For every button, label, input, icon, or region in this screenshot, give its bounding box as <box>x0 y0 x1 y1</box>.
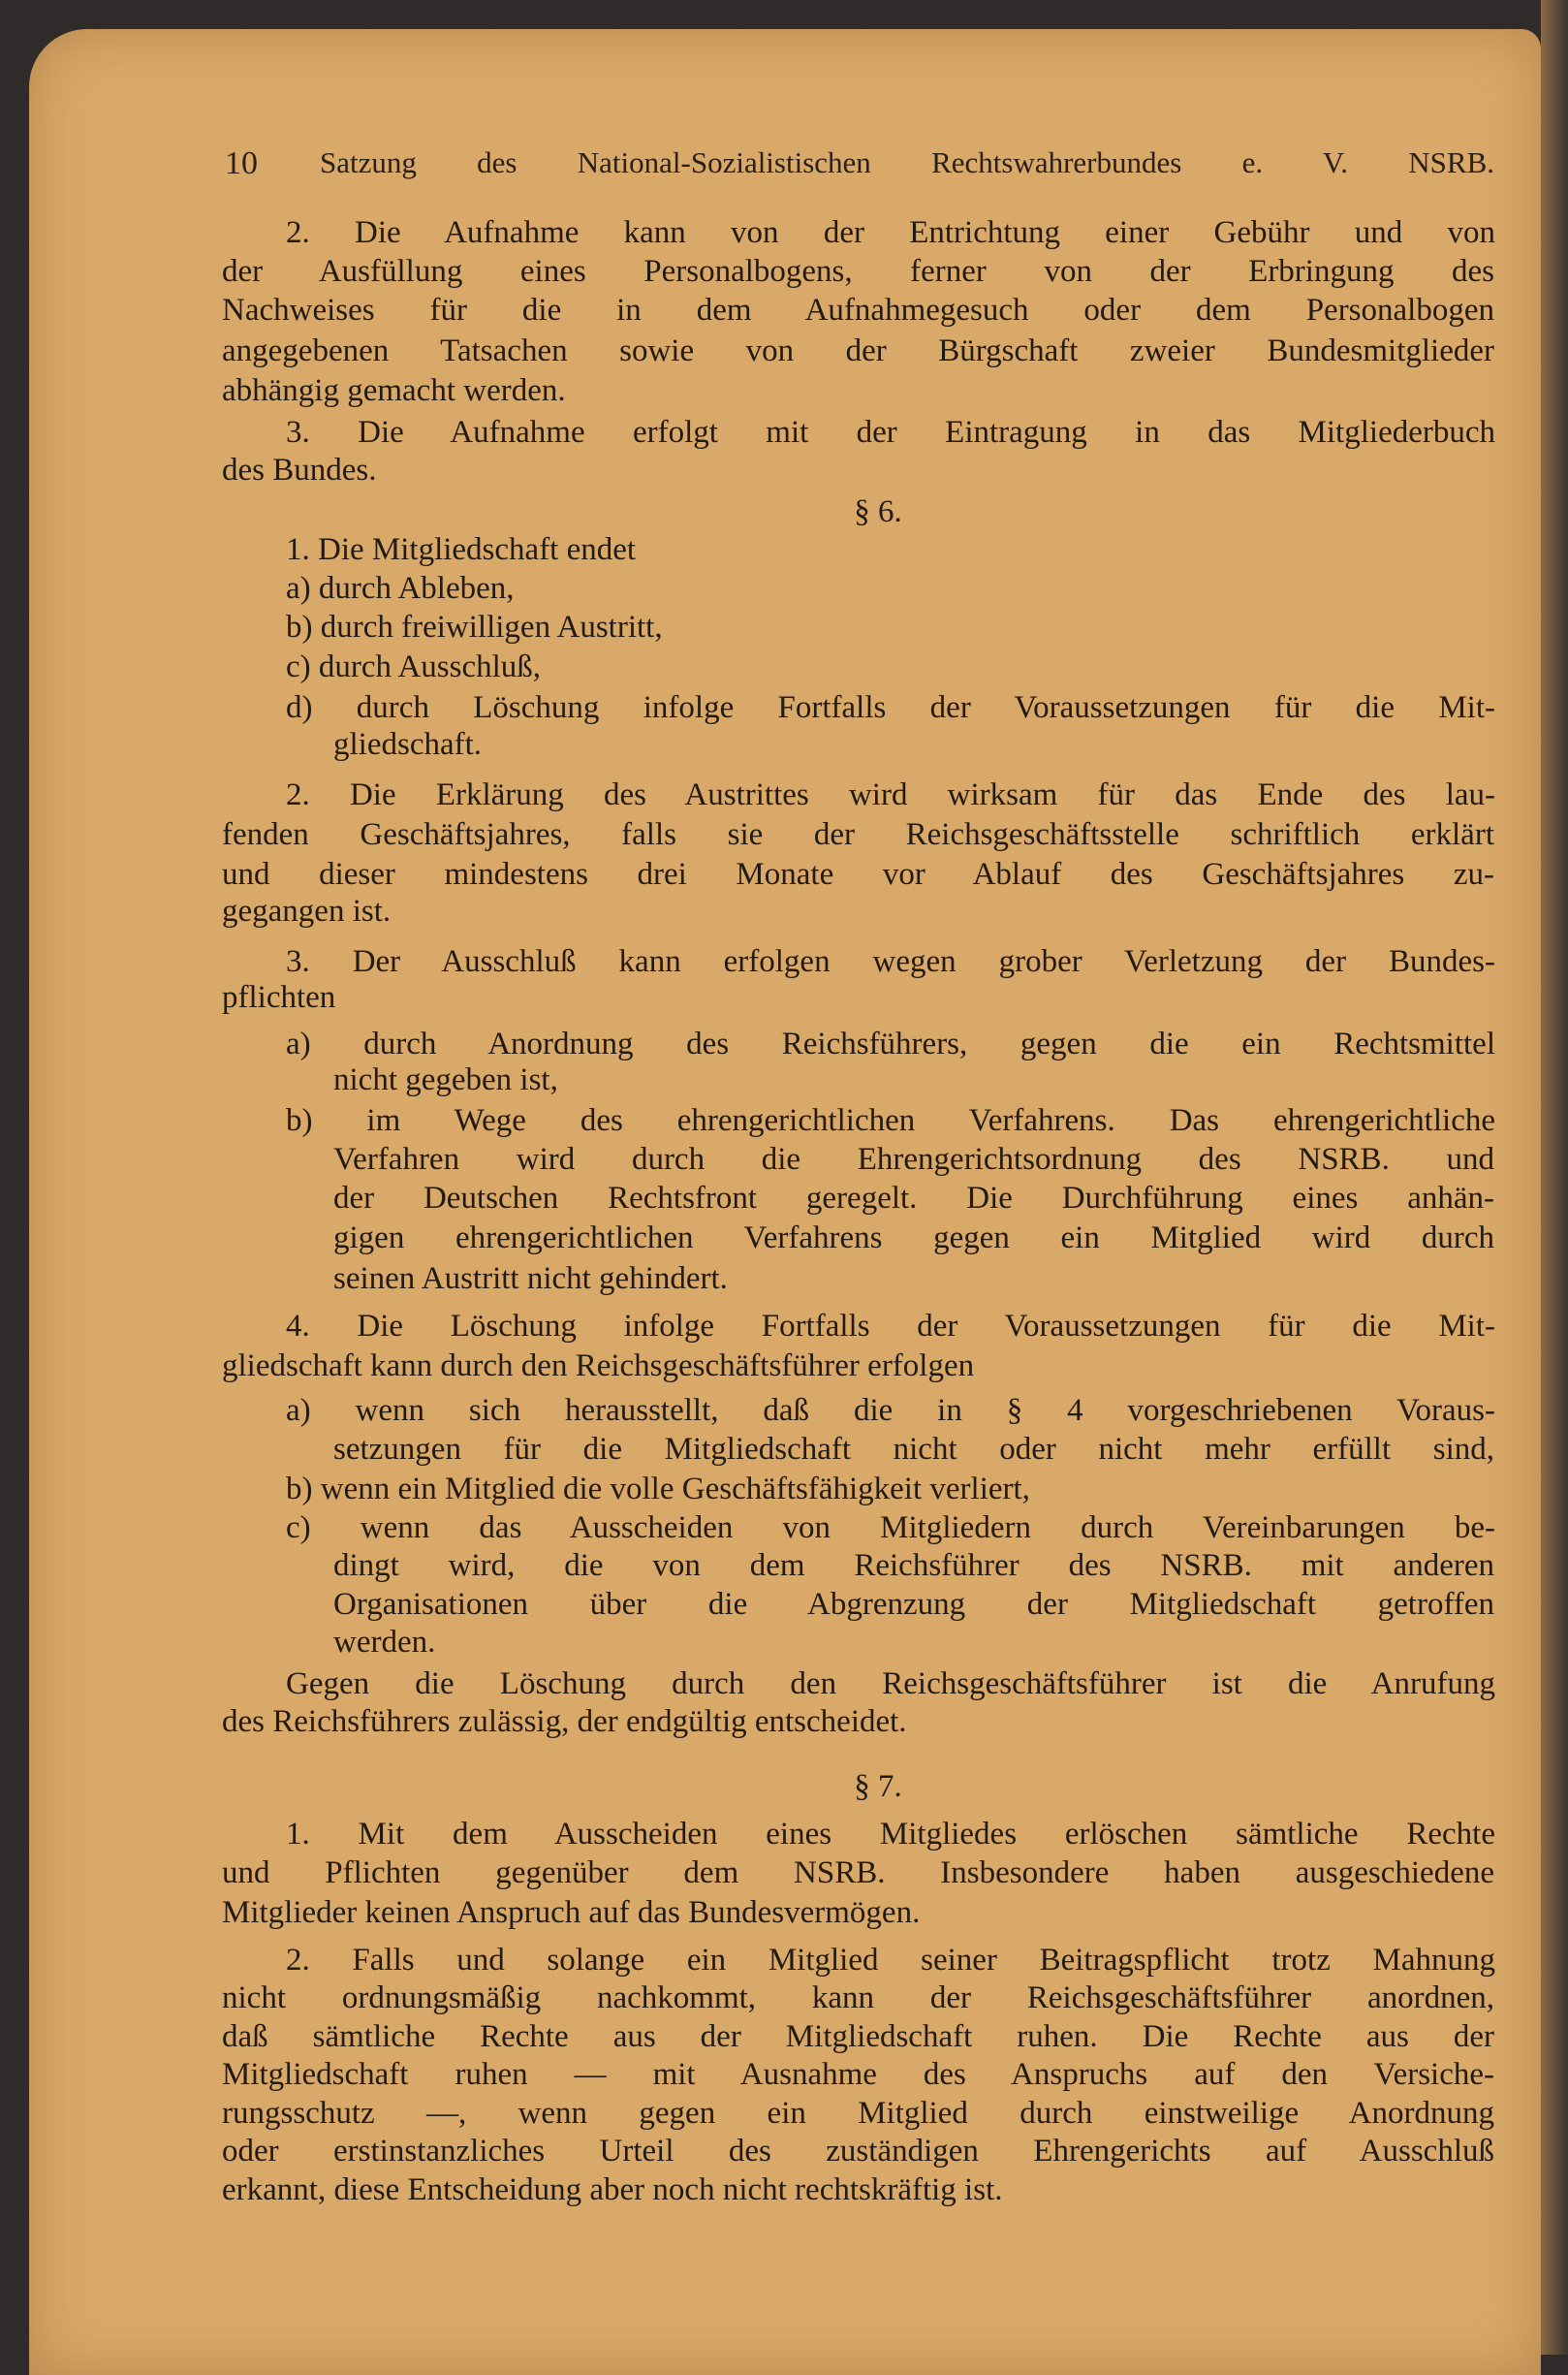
text-line: rungsschutz —, wenn gegen ein Mitglied durch einstweilige Anordnung <box>222 2096 1494 2131</box>
running-header: Satzung des National-Sozialistischen Rechtswahrerbundes e. V. NSRB. <box>320 145 1494 179</box>
text-line: daß sämtliche Rechte aus der Mitgliedschaft ruhen. Die Rechte aus der <box>222 2019 1494 2054</box>
text-line: gliedschaft kann durch den Reichsgeschäftsführer erfolgen <box>222 1348 975 1383</box>
text-line: 1. Die Mitgliedschaft endet <box>286 532 637 567</box>
text-line: b) durch freiwilligen Austritt, <box>286 610 663 645</box>
text-line: a) wenn sich herausstellt, daß die in § 4 vorgeschriebenen Voraus- <box>286 1393 1495 1428</box>
text-line: Organisationen über die Abgrenzung der Mitgliedschaft getroffen <box>333 1587 1494 1622</box>
text-line: 2. Die Aufnahme kann von der Entrichtung einer Gebühr und von <box>286 215 1495 250</box>
section-heading: § 6. <box>854 494 902 529</box>
text-line: der Deutschen Rechtsfront geregelt. Die Durchführung eines anhän- <box>333 1181 1494 1216</box>
text-line: b) im Wege des ehrengerichtlichen Verfahrens. Das ehrengerichtliche <box>286 1103 1495 1138</box>
text-line: angegebenen Tatsachen sowie von der Bürgschaft zweier Bundesmitglieder <box>222 333 1494 368</box>
section-heading: § 7. <box>854 1769 902 1804</box>
text-line: und Pflichten gegenüber dem NSRB. Insbesondere haben ausgeschiedene <box>222 1855 1494 1890</box>
text-line: gegangen ist. <box>222 894 392 929</box>
text-line: seinen Austritt nicht gehindert. <box>333 1261 728 1296</box>
text-line: oder erstinstanzliches Urteil des zuständigen Ehrengerichts auf Ausschluß <box>222 2134 1494 2169</box>
text-line: Nachweises für die in dem Aufnahmegesuch oder dem Personalbogen <box>222 293 1494 328</box>
text-line: dingt wird, die von dem Reichsführer des NSRB. mit anderen <box>333 1548 1494 1583</box>
text-line: fenden Geschäftsjahres, falls sie der Reichsgeschäftsstelle schriftlich erklärt <box>222 817 1494 852</box>
text-line: Gegen die Löschung durch den Reichsgeschäftsführer ist die Anrufung <box>286 1666 1495 1701</box>
page-number: 10 <box>225 145 258 181</box>
text-line: werden. <box>333 1625 436 1660</box>
text-line: a) durch Anordnung des Reichsführers, gegen die ein Rechtsmittel <box>286 1027 1495 1061</box>
text-line: des Bundes. <box>222 453 377 488</box>
text-line: 3. Der Ausschluß kann erfolgen wegen grober Verletzung der Bundes- <box>286 944 1495 979</box>
text-line: d) durch Löschung infolge Fortfalls der Voraussetzungen für die Mit- <box>286 690 1495 725</box>
text-line: des Reichsführers zulässig, der endgültig entscheidet. <box>222 1704 907 1739</box>
text-line: c) durch Ausschluß, <box>286 649 542 684</box>
text-line: abhängig gemacht werden. <box>222 373 566 408</box>
text-line: b) wenn ein Mitglied die volle Geschäftsfähigkeit verliert, <box>286 1472 1030 1506</box>
scan-edge <box>1541 0 1568 2355</box>
text-line: setzungen für die Mitgliedschaft nicht oder nicht mehr erfüllt sind, <box>333 1432 1494 1467</box>
text-line: nicht ordnungsmäßig nachkommt, kann der Reichsgeschäftsführer anordnen, <box>222 1980 1494 2015</box>
text-line: nicht gegeben ist, <box>333 1062 558 1097</box>
text-line: 3. Die Aufnahme erfolgt mit der Eintragung in das Mitgliederbuch <box>286 415 1495 450</box>
text-line: 2. Die Erklärung des Austrittes wird wirksam für das Ende des lau- <box>286 777 1495 812</box>
text-line: Verfahren wird durch die Ehrengerichtsordnung des NSRB. und <box>333 1142 1494 1177</box>
text-line: und dieser mindestens drei Monate vor Ablauf des Geschäftsjahres zu- <box>222 857 1494 892</box>
text-line: 2. Falls und solange ein Mitglied seiner Beitragspflicht trotz Mahnung <box>286 1943 1495 1978</box>
text-line: 4. Die Löschung infolge Fortfalls der Voraussetzungen für die Mit- <box>286 1309 1495 1344</box>
text-line: gliedschaft. <box>333 727 483 762</box>
text-line: erkannt, diese Entscheidung aber noch nicht rechtskräftig ist. <box>222 2172 1003 2207</box>
text-line: a) durch Ableben, <box>286 571 515 606</box>
text-line: Mitglieder keinen Anspruch auf das Bundesvermögen. <box>222 1895 921 1930</box>
text-line: gigen ehrengerichtlichen Verfahrens gegen ein Mitglied wird durch <box>333 1220 1494 1255</box>
text-line: c) wenn das Ausscheiden von Mitgliedern durch Vereinbarungen be- <box>286 1510 1495 1545</box>
text-line: Mitgliedschaft ruhen — mit Ausnahme des Anspruchs auf den Versiche- <box>222 2057 1494 2092</box>
text-line: der Ausfüllung eines Personalbogens, ferner von der Erbringung des <box>222 254 1494 289</box>
text-line: pflichten <box>222 980 336 1015</box>
text-line: 1. Mit dem Ausscheiden eines Mitgliedes erlöschen sämtliche Rechte <box>286 1817 1495 1852</box>
